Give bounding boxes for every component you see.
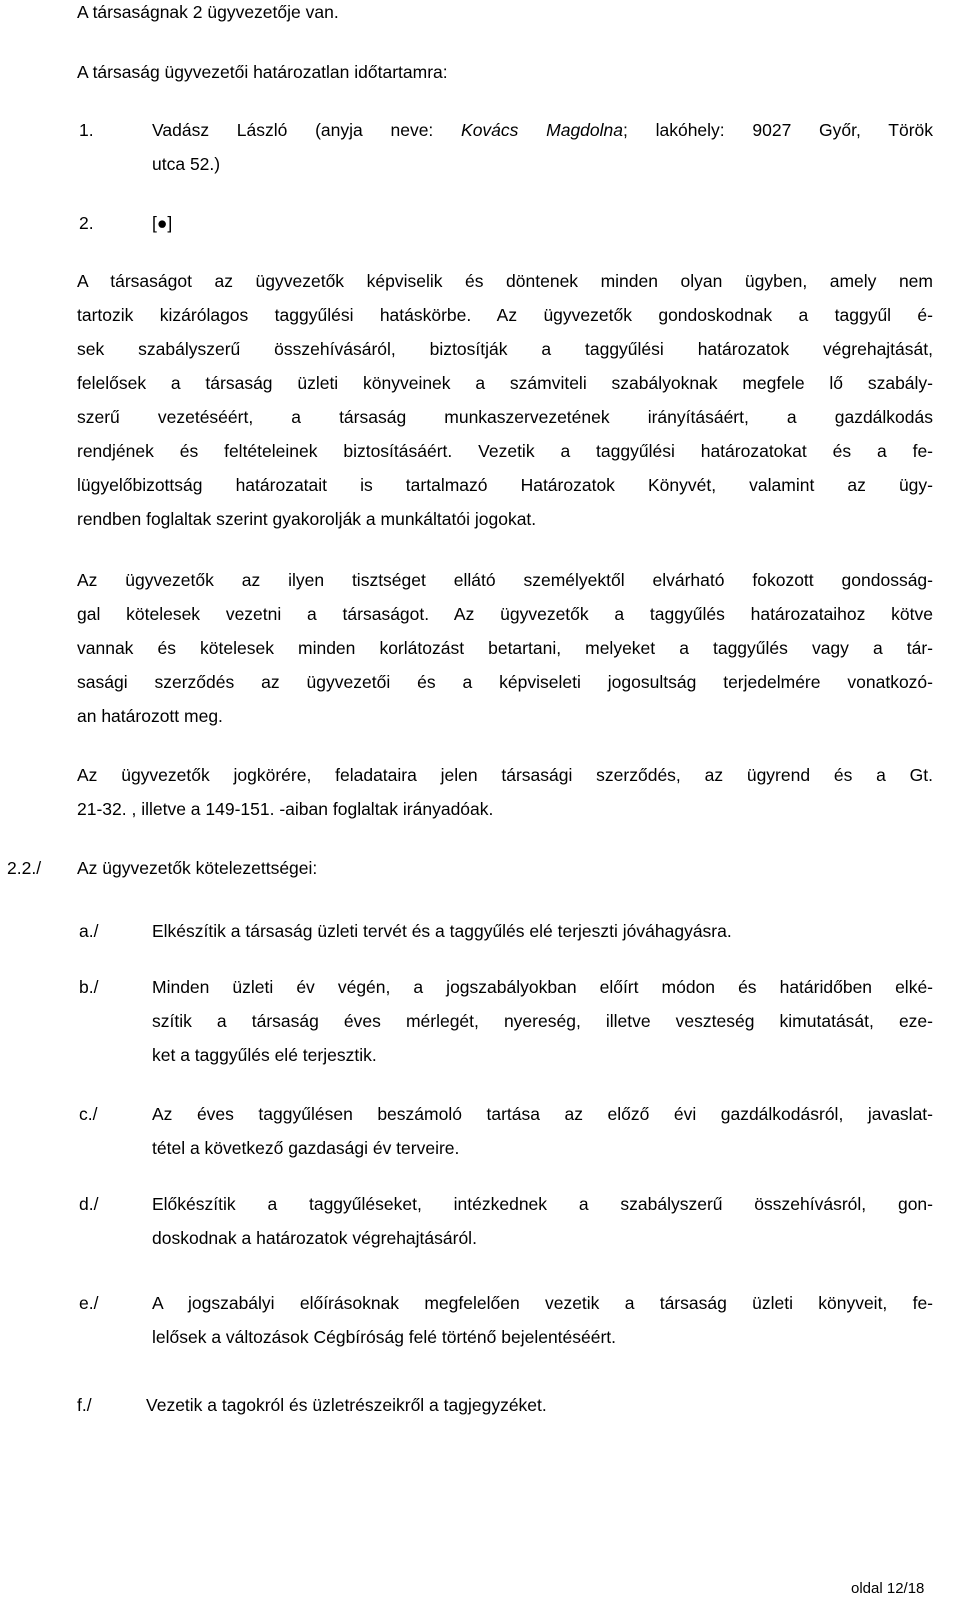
paragraph-powers-line-7: lügyelőbizottság határozatait is tartalmazó Határozatok Könyvét, valamint az ügy- [77, 475, 933, 495]
paragraph-powers-line-4: felelősek a társaság üzleti könyveinek a számviteli szabályoknak megfele lő szabály- [77, 373, 933, 393]
manager-2-number: 2. [79, 213, 94, 233]
item-e-line-2: lelősek a változások Cégbíróság felé történő bejelentéséért. [152, 1327, 617, 1347]
manager-1-line-1: Vadász László (anyja neve: Kovács Magdolna; lakóhely: 9027 Győr, Török [152, 120, 933, 140]
paragraph-diligence-line-5: an határozott meg. [77, 706, 223, 726]
paragraph-diligence [77, 563, 933, 733]
intro-line-1: A társaságnak 2 ügyvezetője van. [77, 2, 339, 22]
section-number: 2.2./ [7, 858, 42, 878]
item-text [152, 970, 933, 1072]
paragraph-authority [77, 758, 933, 826]
paragraph-diligence-line-3: vannak és kötelesek minden korlátozást betartani, melyeket a taggyűlés vagy a tár- [77, 638, 933, 658]
item-b-line-3: ket a taggyűlés elé terjesztik. [152, 1045, 377, 1065]
item-label: e./ [79, 1293, 99, 1313]
manager-1-number: 1. [79, 120, 94, 140]
item-text [146, 1388, 933, 1422]
paragraph-powers-line-1: A társaságot az ügyvezetők képviselik és döntenek minden olyan ügyben, amely nem [77, 271, 933, 291]
section-title: Az ügyvezetők kötelezettségei: [77, 858, 318, 878]
paragraph-powers-line-6: rendjének és feltételeinek biztosításáért. Vezetik a taggyűlési határozatokat és a fe- [77, 441, 933, 461]
item-label: a./ [79, 921, 99, 941]
paragraph-powers [77, 264, 933, 536]
item-label: d./ [79, 1194, 99, 1214]
paragraph-authority-line-2: 21-32. , illetve a 149-151. -aiban foglaltak irányadóak. [77, 799, 494, 819]
paragraph-powers-line-5: szerű vezetéséért, a társaság munkaszervezetének irányításáért, a gazdálkodás [77, 407, 933, 427]
paragraph-diligence-line-1: Az ügyvezetők az ilyen tisztséget ellátó személyektől elvárható fokozott gondosság- [77, 570, 933, 590]
paragraph-powers-line-8: rendben foglaltak szerint gyakorolják a munkáltatói jogokat. [77, 509, 537, 529]
item-e-line-1: A jogszabályi előírásoknak megfelelően vezetik a társaság üzleti könyveit, fe- [152, 1293, 933, 1313]
manager-2-placeholder: [●] [152, 213, 173, 233]
item-d-line-2: doskodnak a határozatok végrehajtásáról. [152, 1228, 477, 1248]
item-f-line-1: Vezetik a tagokról és üzletrészeikről a tagjegyzéket. [146, 1395, 547, 1415]
item-text [152, 1286, 933, 1354]
item-label: c./ [79, 1104, 98, 1124]
page-number: oldal 12/18 [851, 1580, 925, 1597]
item-c-line-2: tétel a következő gazdasági év terveire. [152, 1138, 460, 1158]
item-text [152, 914, 933, 948]
paragraph-authority-line-1: Az ügyvezetők jogkörére, feladataira jelen társasági szerződés, az ügyrend és a Gt. [77, 765, 933, 785]
item-b-line-2: szítik a társaság éves mérlegét, nyereség, illetve veszteség kimutatását, eze- [152, 1011, 933, 1031]
paragraph-diligence-line-4: sasági szerződés az ügyvezetői és a képviseleti jogosultság terjedelmére vonatkozó- [77, 672, 933, 692]
item-text [152, 1187, 933, 1255]
item-c-line-1: Az éves taggyűlésen beszámoló tartása az előző évi gazdálkodásról, javaslat- [152, 1104, 933, 1124]
item-label: b./ [79, 977, 99, 997]
intro-line-2: A társaság ügyvezetői határozatlan időtartamra: [77, 62, 448, 82]
paragraph-diligence-line-2: gal kötelesek vezetni a társaságot. Az ügyvezetők a taggyűlés határozataihoz kötve [77, 604, 933, 624]
manager-1-mother-name: Kovács Magdolna [461, 120, 624, 140]
manager-1-line-2: utca 52.) [152, 154, 221, 174]
item-b-line-1: Minden üzleti év végén, a jogszabályokban előírt módon és határidőben elké- [152, 977, 933, 997]
paragraph-powers-line-2: tartozik kizárólagos taggyűlési hatáskörbe. Az ügyvezetők gondoskodnak a taggyűl é- [77, 305, 933, 325]
item-text [152, 1097, 933, 1165]
item-a-line-1: Elkészítik a társaság üzleti tervét és a taggyűlés elé terjeszti jóváhagyásra. [152, 921, 732, 941]
item-label: f./ [77, 1395, 92, 1415]
manager-1 [152, 113, 933, 181]
item-d-line-1: Előkészítik a taggyűléseket, intézkednek a szabályszerű összehívásról, gon- [152, 1194, 933, 1214]
paragraph-powers-line-3: sek szabályszerű összehívásáról, biztosítják a taggyűlési határozatok végrehajtását, [77, 339, 933, 359]
